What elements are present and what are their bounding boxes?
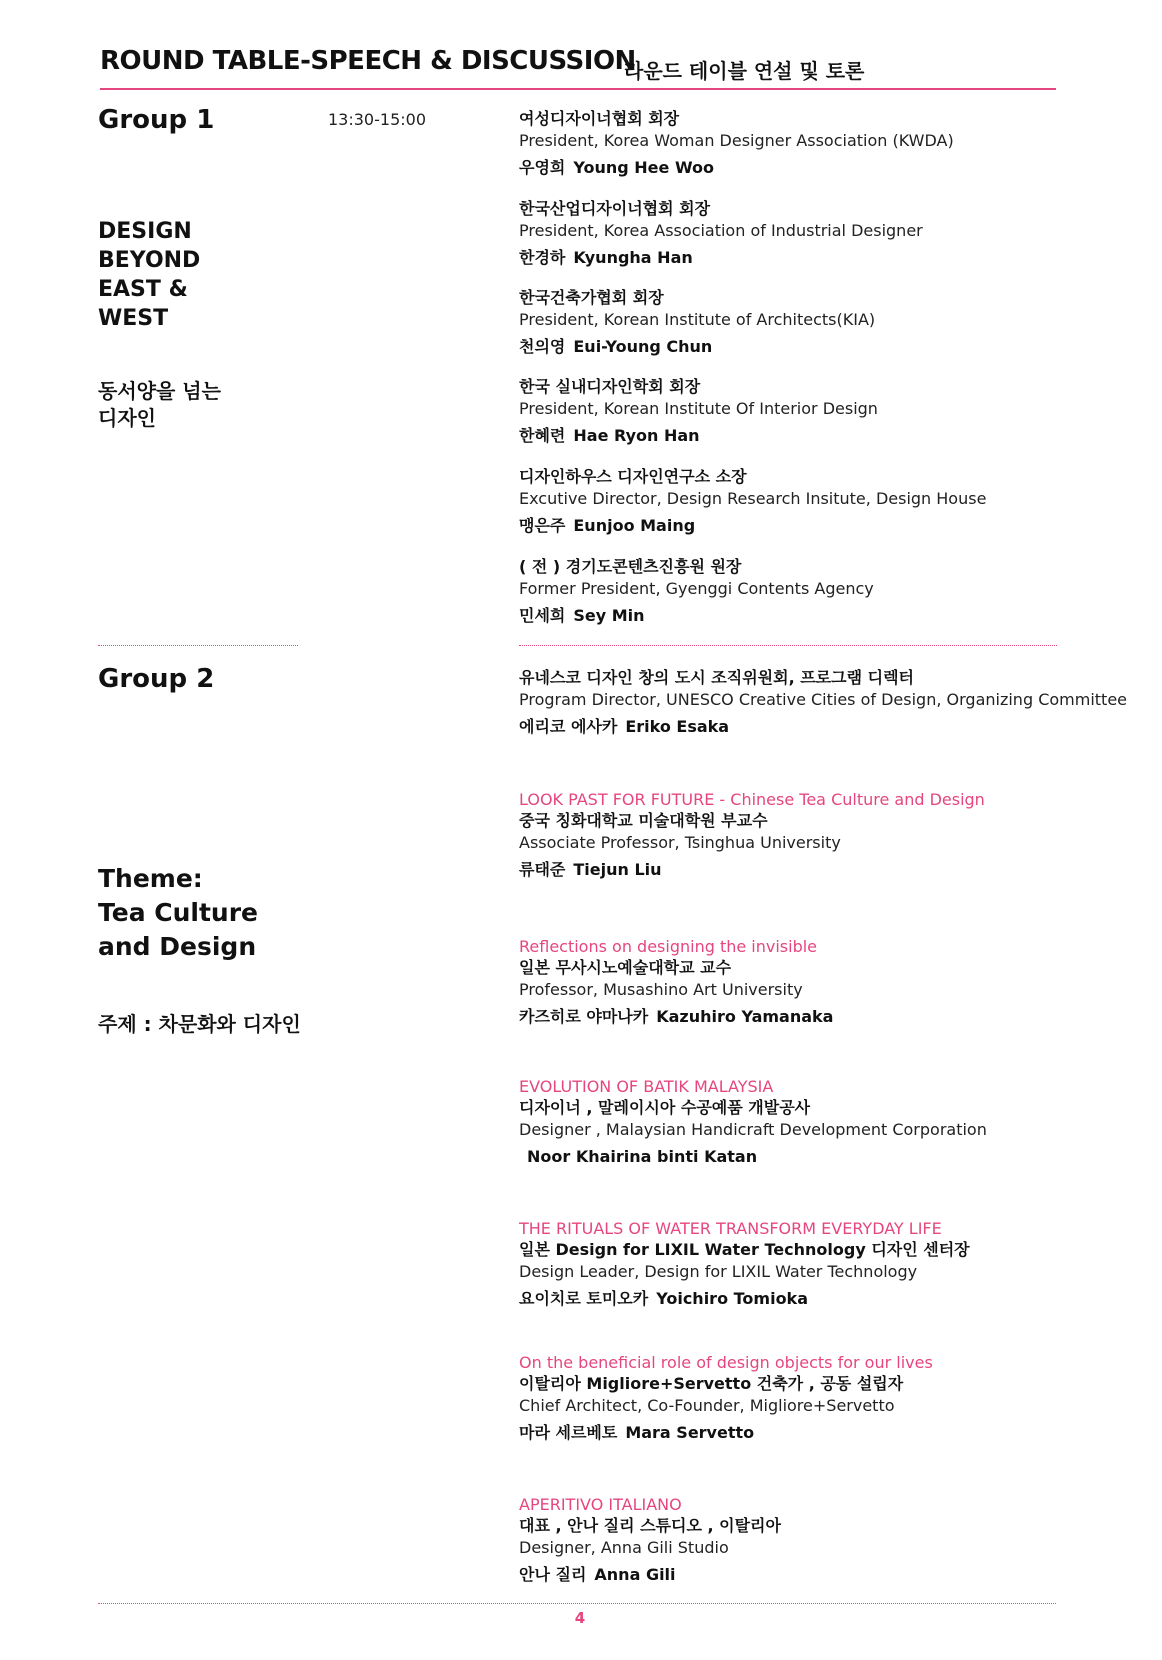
group-2-speaker: [519, 1076, 987, 1168]
speaker-name-ko: 맹은주: [519, 516, 566, 535]
theme-line: DESIGN: [98, 219, 192, 244]
theme-line: Theme:: [98, 864, 203, 893]
theme-line: 동서양을 넘는: [98, 379, 221, 403]
speaker-name-ko: 안나 질리: [519, 1565, 587, 1584]
theme-line: 주제 : 차문화와 디자인: [98, 1012, 301, 1036]
speaker-name-ko: 민세희: [519, 606, 566, 625]
speaker-role-en: President, Korea Association of Industrial Designer: [519, 221, 923, 240]
group-2-speaker: [519, 936, 833, 1028]
speaker-name-en: Mara Servetto: [625, 1423, 755, 1442]
talk-title: Reflections on designing the invisible: [519, 937, 818, 956]
group-1-speaker: [519, 376, 878, 447]
speaker-role-ko: ( 전 ) 경기도콘텐츠진흥원 원장: [519, 557, 742, 576]
speaker-name: [519, 1288, 970, 1310]
speaker-role-ko: 일본 무사시노예술대학교 교수: [519, 958, 732, 977]
theme-line: Tea Culture: [98, 898, 259, 927]
group-1-speaker: [519, 466, 986, 537]
speaker-name-en: Eui-Young Chun: [573, 337, 713, 356]
speaker-name-en: Kazuhiro Yamanaka: [656, 1007, 834, 1026]
speaker-name-ko: 카즈히로 야마나카: [519, 1007, 649, 1026]
speaker-role-ko: 한국산업디자이너협회 회장: [519, 199, 711, 218]
group-1-speaker: [519, 198, 923, 269]
group-1-title: Group 1: [98, 105, 215, 135]
page-header: [100, 46, 1056, 90]
speaker-name: [519, 859, 985, 881]
group-1-theme-ko: [98, 378, 221, 432]
speaker-name: [519, 336, 875, 358]
speaker-name: [519, 1422, 933, 1444]
speaker-name-en: Eriko Esaka: [625, 717, 730, 736]
header-title-ko: 라운드 테이블 연설 및 토론: [624, 59, 865, 83]
group-2-theme-ko: [98, 1011, 301, 1038]
theme-line: 디자인: [98, 406, 156, 430]
speaker-name: [519, 515, 986, 537]
speaker-name-ko: 한경하: [519, 248, 566, 267]
group-1-speaker: [519, 556, 874, 627]
speaker-name: [519, 1006, 833, 1028]
speaker-role-en: Professor, Musashino Art University: [519, 980, 803, 999]
speaker-role-ko: 디자인하우스 디자인연구소 소장: [519, 467, 747, 486]
footer-divider: [98, 1603, 1056, 1604]
group-1-speaker: [519, 287, 875, 358]
speaker-role-ko: 대표 , 안나 질리 스튜디오 , 이탈리아: [519, 1516, 781, 1535]
speaker-role-en: President, Korean Institute Of Interior Design: [519, 399, 878, 418]
group-1-theme-en: [98, 217, 200, 333]
talk-title: EVOLUTION OF BATIK MALAYSIA: [519, 1077, 774, 1096]
speaker-name-en: Hae Ryon Han: [573, 426, 700, 445]
page-number: 4: [574, 1609, 586, 1627]
speaker-role-ko: 일본 Design for LIXIL Water Technology 디자인 센터장: [519, 1240, 970, 1259]
speaker-name-ko: 류태준: [519, 860, 566, 879]
speaker-role-en: Excutive Director, Design Research Insitute, Design House: [519, 489, 987, 508]
group-divider-left: [98, 645, 298, 646]
speaker-role-ko: 여성디자이너협회 회장: [519, 109, 680, 128]
speaker-name-en: Noor Khairina binti Katan: [527, 1147, 758, 1166]
speaker-name-en: Eunjoo Maing: [573, 516, 696, 535]
group-1-speaker: [519, 108, 954, 179]
speaker-role-en: Former President, Gyenggi Contents Agency: [519, 579, 874, 598]
speaker-role-en: Chief Architect, Co-Founder, Migliore+Servetto: [519, 1396, 895, 1415]
speaker-role-en: President, Korean Institute of Architects(KIA): [519, 310, 876, 329]
speaker-name-ko: 에리코 에사카: [519, 717, 618, 736]
speaker-name: [519, 1146, 987, 1168]
speaker-role-ko: 이탈리아 Migliore+Servetto 건축가 , 공동 설립자: [519, 1374, 904, 1393]
talk-title: LOOK PAST FOR FUTURE - Chinese Tea Culture and Design: [519, 790, 985, 809]
group-2-theme-en: [98, 862, 258, 964]
speaker-name: [519, 716, 1127, 738]
group-2-speaker: [519, 1352, 933, 1444]
group-1-time: 13:30-15:00: [328, 110, 426, 129]
speaker-name: [519, 247, 923, 269]
speaker-role-ko: 디자이너 , 말레이시아 수공예품 개발공사: [519, 1098, 811, 1117]
speaker-name-en: Tiejun Liu: [573, 860, 662, 879]
group-2-title: Group 2: [98, 664, 215, 694]
speaker-role-en: Designer, Anna Gili Studio: [519, 1538, 729, 1557]
speaker-name-en: Yoichiro Tomioka: [656, 1289, 808, 1308]
theme-line: and Design: [98, 932, 257, 961]
theme-line: EAST &: [98, 277, 188, 302]
theme-line: BEYOND: [98, 248, 201, 273]
talk-title: THE RITUALS OF WATER TRANSFORM EVERYDAY LIFE: [519, 1219, 942, 1238]
speaker-name: [519, 157, 954, 179]
group-2-speaker: [519, 667, 1127, 738]
speaker-name-en: Sey Min: [573, 606, 645, 625]
speaker-name-en: Kyungha Han: [573, 248, 693, 267]
group-2-speaker: [519, 789, 985, 881]
speaker-name: [519, 605, 874, 627]
group-2-speaker: [519, 1494, 781, 1586]
group-2-speaker: [519, 1218, 970, 1310]
speaker-name-ko: 한혜련: [519, 426, 566, 445]
speaker-role-en: Associate Professor, Tsinghua University: [519, 833, 841, 852]
speaker-name-ko: 천의영: [519, 337, 566, 356]
speaker-role-en: Design Leader, Design for LIXIL Water Technology: [519, 1262, 918, 1281]
talk-title: On the beneficial role of design objects for our lives: [519, 1353, 933, 1372]
header-title-en: ROUND TABLE-SPEECH & DISCUSSION: [100, 46, 636, 76]
speaker-name-en: Anna Gili: [594, 1565, 676, 1584]
speaker-name-ko: 요이치로 토미오카: [519, 1289, 649, 1308]
speaker-role-ko: 중국 칭화대학교 미술대학원 부교수: [519, 811, 768, 830]
speaker-role-en: Program Director, UNESCO Creative Cities of Design, Organizing Committee: [519, 690, 1127, 709]
speaker-role-ko: 한국건축가협회 회장: [519, 288, 664, 307]
speaker-name-ko: 우영희: [519, 158, 566, 177]
speaker-name-ko: 마라 세르베토: [519, 1423, 618, 1442]
speaker-role-en: Designer , Malaysian Handicraft Development Corporation: [519, 1120, 987, 1139]
group-divider-right: [519, 645, 1057, 646]
speaker-role-ko: 유네스코 디자인 창의 도시 조직위원회, 프로그램 디렉터: [519, 668, 914, 687]
theme-line: WEST: [98, 306, 169, 331]
speaker-role-en: President, Korea Woman Designer Association (KWDA): [519, 131, 954, 150]
talk-title: APERITIVO ITALIANO: [519, 1495, 682, 1514]
speaker-role-ko: 한국 실내디자인학회 회장: [519, 377, 701, 396]
speaker-name: [519, 425, 878, 447]
speaker-name: [519, 1564, 781, 1586]
speaker-name-en: Young Hee Woo: [573, 158, 715, 177]
